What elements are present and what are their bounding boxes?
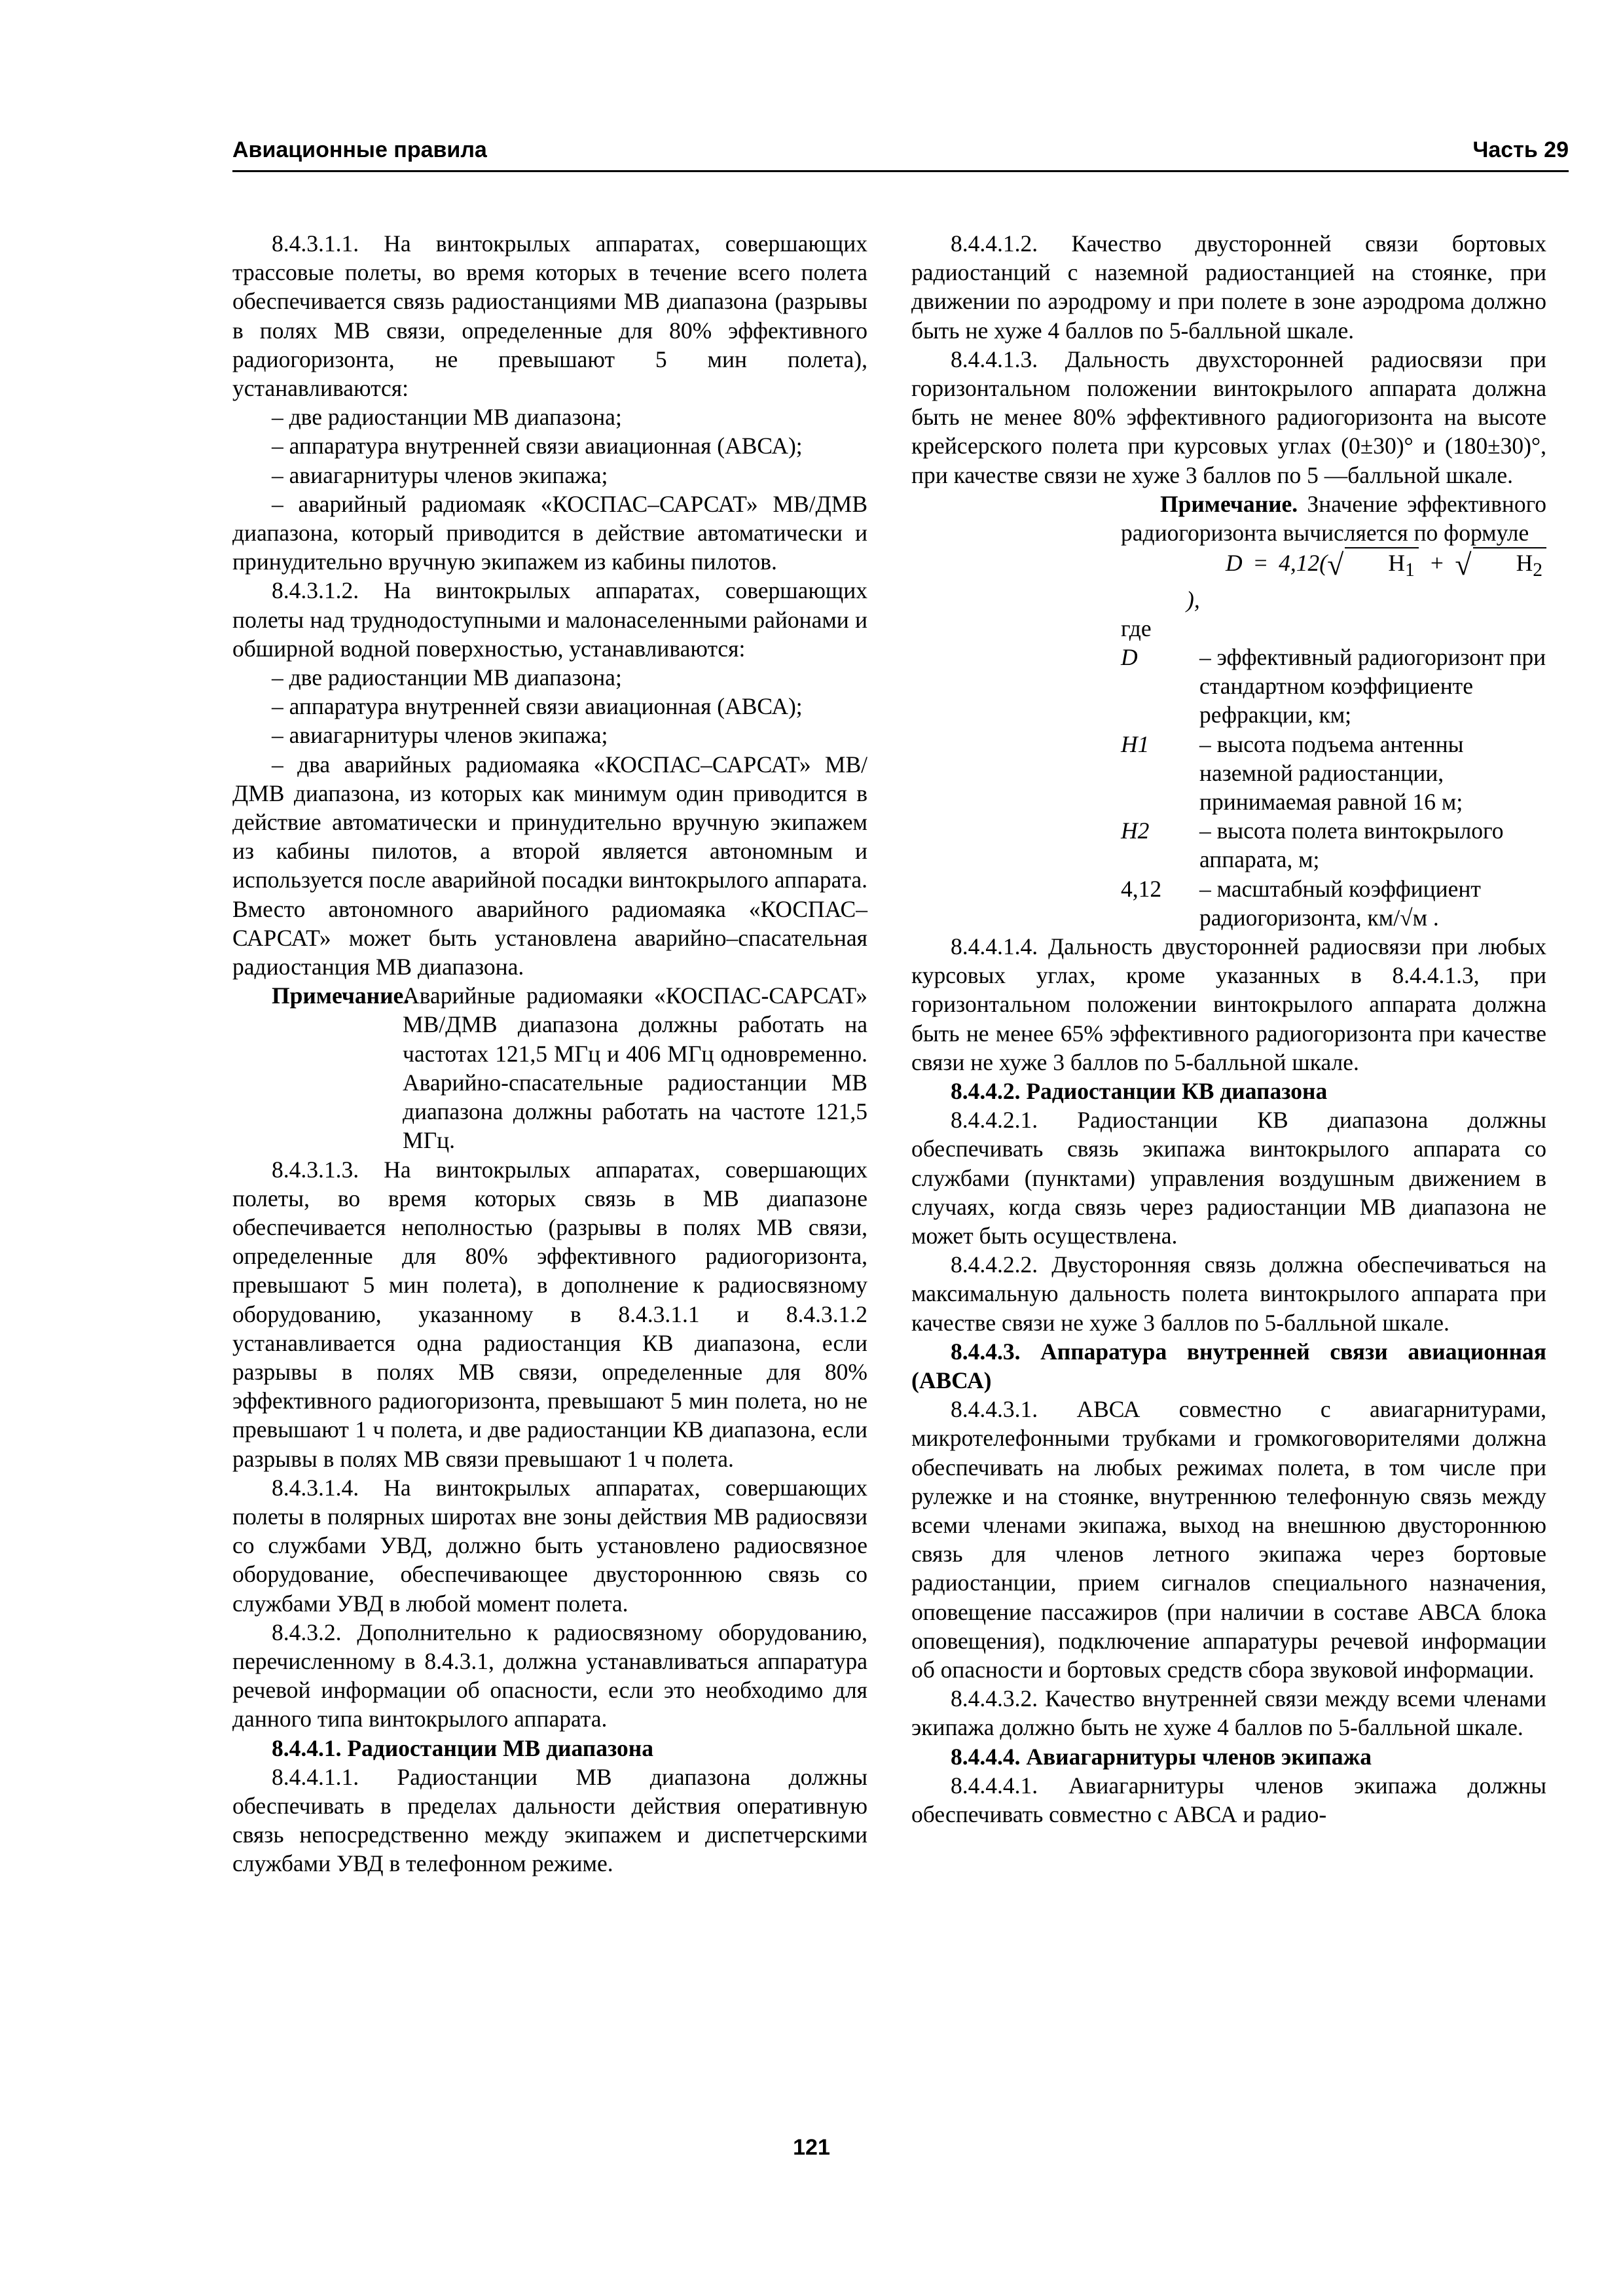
sqrt-sign: √ bbox=[1455, 548, 1472, 582]
definition-row bbox=[1121, 730, 1546, 817]
paragraph: 8.4.3.1.4. На винтокрылых аппаратах, совершающих полеты в полярных широтах вне зоны действия МВ радиосвязи со службами УВД, должно быть установлено радиосвязное оборудование, обеспечивающее двустороннюю связь со службами УВД в любой момент полета. bbox=[232, 1474, 867, 1617]
list-item: – авиагарнитуры членов экипажа; bbox=[272, 461, 608, 488]
note-label: Примечание. bbox=[272, 982, 410, 1009]
list-item: – авиагарнитуры членов экипажа; bbox=[272, 722, 608, 749]
definition-row bbox=[1121, 816, 1546, 874]
paragraph: 8.4.4.4.1. Авиагарнитуры членов экипажа должны обеспечивать совместно с АВСА и радио- bbox=[911, 1772, 1546, 1828]
formula-plus: + bbox=[1429, 550, 1445, 577]
running-header-part: Часть 29 bbox=[1472, 137, 1569, 162]
definition-symbol: D bbox=[1121, 643, 1138, 670]
running-header-title: Авиационные правила bbox=[232, 137, 487, 162]
paragraph: 8.4.4.3.1. АВСА совместно с авиагарнитурами, микротелефонными трубками и громкоговорителями должна обеспечивать на любых режимах полета, в том числе при рулежке и на стоянке, внутреннюю телефонную связь между всеми членами экипажа, выход на внешнюю двустороннюю связь для членов летного экипажа через бортовые радиостанции, прием сигналов специального назначения, оповещение пассажиров (при наличии в составе АВСА блока оповещения), подключение аппаратуры речевой информации об опасности и бортовых средств сбора звуковой информации. bbox=[911, 1396, 1546, 1683]
list-item: – два аварийных радиомаяка «КОСПАС–САРСАТ» МВ/ДМВ диапазона, из которых как минимум один приводится в действие автоматически и принудительно вручную экипажем из кабины пилотов, а второй является автономным и используется после аварийной посадки винтокрылого аппарата. Вместо автономного аварийного радиомаяка «КОСПАС–САРСАТ» может быть установлена аварийно–спасательная радиостанция МВ диапазона. bbox=[232, 751, 867, 980]
formula-h2: $H_2$ bbox=[1473, 547, 1546, 584]
section-heading: 8.4.4.2. Радиостанции КВ диапазона bbox=[951, 1077, 1328, 1104]
sqrt-sign: √ bbox=[1327, 548, 1344, 582]
definitions bbox=[911, 614, 1546, 932]
note-block bbox=[911, 490, 1546, 547]
page-number: 121 bbox=[793, 2135, 830, 2160]
formula bbox=[911, 547, 1546, 614]
paragraph: 8.4.4.2.1. Радиостанции КВ диапазона должны обеспечивать связь экипажа винтокрылого аппарата со службами (пунктами) управления воздушным движением в случаях, когда связь через радиостанции МВ диапазона не может быть осуществлена. bbox=[911, 1107, 1546, 1249]
formula-rhs: ), bbox=[1186, 586, 1200, 613]
paragraph: 8.4.3.2. Дополнительно к радиосвязному оборудованию, перечисленному в 8.4.3.1, должна устанавливаться аппаратура речевой информации об опасности, если это необходимо для данного типа винтокрылого аппарата. bbox=[232, 1619, 867, 1732]
paragraph: 8.4.4.1.3. Дальность двухсторонней радиосвязи при горизонтальном положении винтокрылого аппарата должна быть не менее 80% эффективного радиогоризонта на высоте крейсерского полета при курсовых углах (0±30)° и (180±30)°, при качестве связи не хуже 3 баллов по 5 —балльной шкале. bbox=[911, 346, 1546, 488]
paragraph: 8.4.4.1.1. Радиостанции МВ диапазона должны обеспечивать в пределах дальности действия оперативную связь непосредственно между экипажем и диспетчерскими службами УВД в телефонном режиме. bbox=[232, 1763, 867, 1877]
definition-row bbox=[1121, 874, 1546, 932]
paragraph: 8.4.4.1.4. Дальность двусторонней радиосвязи при любых курсовых углах, кроме указанных в 8.4.4.1.3, при горизонтальном положении винтокрылого аппарата должна быть не менее 65% эффективного радиогоризонта при качестве связи не хуже 3 баллов по 5-балльной шкале. bbox=[911, 933, 1546, 1075]
definition-row bbox=[1121, 643, 1546, 730]
paragraph: 8.4.4.1.2. Качество двусторонней связи бортовых радиостанций с наземной радиостанцией на стоянке, при движении по аэродрому и при полете в зоне аэродрома должно быть не хуже 4 баллов по 5-балльной шкале. bbox=[911, 230, 1546, 344]
definition-symbol: 4,12 bbox=[1121, 875, 1162, 902]
definition-text: – эффективный радиогоризонт при стандартном коэффициенте рефракции, км; bbox=[1199, 643, 1546, 728]
header-divider bbox=[232, 170, 1569, 172]
definition-text: – высота полета винтокрылого аппарата, м; bbox=[1199, 817, 1504, 873]
list-item: – аппаратура внутренней связи авиационная (АВСА); bbox=[272, 693, 803, 720]
where-label: где bbox=[1121, 615, 1152, 641]
note-text: Аварийные радиомаяки «КОСПАС-САРСАТ» МВ/ДМВ диапазона должны работать на частотах 121,5 МГц и 406 МГц одновременно. Аварийно-спасательные радиостанции МВ диапазона должны работать на частоте 121,5 МГц. bbox=[403, 982, 867, 1154]
definition-text: – масштабный коэффициент радиогоризонта, км/√м . bbox=[1199, 875, 1481, 931]
list-item: – аварийный радиомаяк «КОСПАС–САРСАТ» МВ/ДМВ диапазона, который приводится в действие автоматически и принудительно вручную экипажем из кабины пилотов. bbox=[232, 490, 867, 575]
note-block bbox=[232, 981, 867, 1155]
left-column bbox=[232, 229, 867, 1878]
paragraph: 8.4.3.1.2. На винтокрылых аппаратах, совершающих полеты над труднодоступными и малонаселенными районами и обширной водной поверхностью, устанавливаются: bbox=[232, 577, 867, 662]
paragraph: 8.4.4.2.2. Двусторонняя связь должна обеспечиваться на максимальную дальность полета винтокрылого аппарата при качестве связи не хуже 3 баллов по 5-балльной шкале. bbox=[911, 1251, 1546, 1336]
note-text: Значение эффективного радиогоризонта вычисляется по формуле bbox=[1121, 490, 1547, 547]
list-item: – аппаратура внутренней связи авиационная (АВСА); bbox=[272, 433, 803, 459]
paragraph: 8.4.3.1.1. На винтокрылых аппаратах, совершающих трассовые полеты, во время которых в течение всего полета обеспечивается связь радиостанциями МВ диапазона (разрывы в полях МВ связи, определенные для 80% эффективного радиогоризонта, не превышают 5 мин полета), устанавливаются: bbox=[232, 230, 867, 402]
list-item: – две радиостанции МВ диапазона; bbox=[272, 404, 622, 431]
list-item: – две радиостанции МВ диапазона; bbox=[272, 664, 622, 691]
section-heading: 8.4.4.1. Радиостанции МВ диапазона bbox=[272, 1734, 654, 1761]
section-heading: 8.4.4.4. Авиагарнитуры членов экипажа bbox=[951, 1743, 1372, 1770]
paragraph: 8.4.4.3.2. Качество внутренней связи между всеми членами экипажа должно быть не хуже 4 баллов по 5-балльной шкале. bbox=[911, 1685, 1546, 1741]
paragraph: 8.4.3.1.3. На винтокрылых аппаратах, совершающих полеты, во время которых связь в МВ диапазоне обеспечивается неполностью (разрывы в полях МВ связи, определенные для 80% эффективного радиогоризонта, превышают 5 мин полета), в дополнение к радиосвязному оборудованию, указанному в 8.4.3.1.1 и 8.4.3.1.2 устанавливается одна радиостанция КВ диапазона, если разрывы в полях МВ связи, определенные для 80% эффективного радиогоризонта, превышают 5 мин полета, но не превышают 1 ч полета, и две радиостанции КВ диапазона, если разрывы в полях МВ связи превышают 1 ч полета. bbox=[232, 1156, 867, 1472]
right-column bbox=[911, 229, 1546, 1829]
definition-symbol: H2 bbox=[1121, 817, 1150, 844]
definition-symbol: H1 bbox=[1121, 730, 1150, 757]
definition-text: – высота подъема антенны наземной радиостанции, принимаемая равной 16 м; bbox=[1199, 730, 1464, 815]
section-heading: 8.4.4.3. Аппаратура внутренней связи авиационная (АВСА) bbox=[911, 1338, 1546, 1394]
formula-lhs: D = 4,12( bbox=[1226, 550, 1328, 577]
note-label: Примечание. bbox=[1160, 490, 1298, 517]
formula-h1: $H_1$ bbox=[1345, 547, 1418, 584]
